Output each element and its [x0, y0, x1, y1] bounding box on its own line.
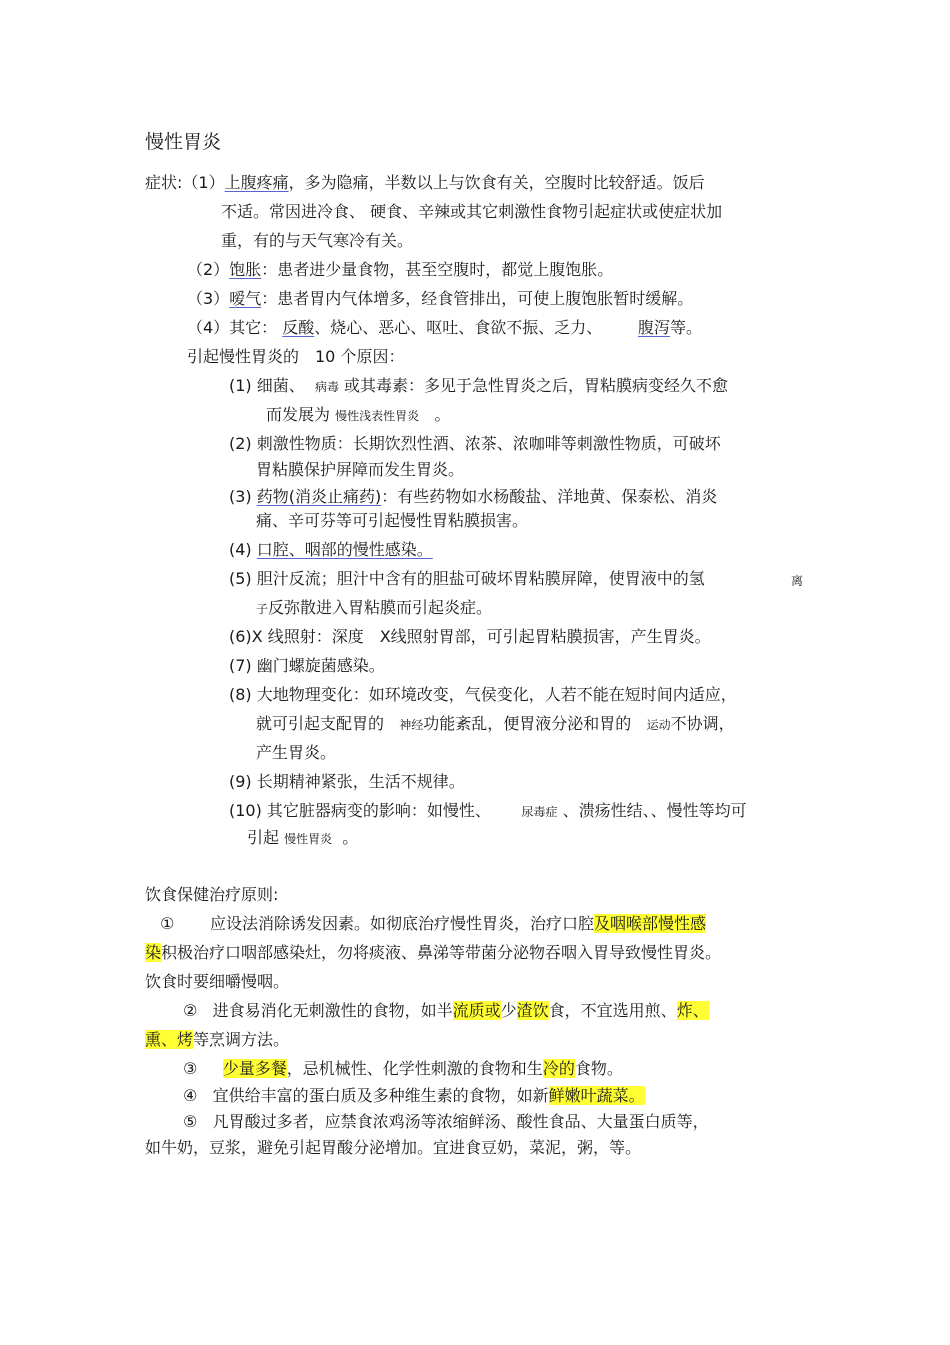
diet-5-line-1 [183, 1112, 709, 1132]
cause-8-small-motion: 运动 [646, 718, 671, 732]
diet-1-highlight-1: 及咽喉部慢性感 [593, 914, 706, 933]
cause-2-line-1: (2) 刺激性物质：长期饮烈性酒、浓茶、浓咖啡等刺激性物质，可破坏 [229, 434, 721, 453]
cause-4 [229, 540, 433, 560]
diet-2-highlight-4: 熏、烤 [145, 1030, 194, 1049]
diet-3-highlight-2: 冷的 [542, 1059, 575, 1078]
diet-2-text-d: 等烹调方法。 [193, 1030, 290, 1049]
diet-2-highlight-1: 流质或 [452, 1001, 501, 1020]
diet-1-text-b: 积极治疗口咽部感染灶，勿将痰液、鼻涕等带菌分泌物吞咽入胃导致慢性胃炎。 [161, 943, 722, 962]
diet-3 [183, 1059, 623, 1079]
cause-8-line-1: (8) 大地物理变化：如环境改变，气侯变化，人若不能在短时间内适应， [229, 685, 737, 704]
cause-3-term-drugs: 药物(消炎止痛药) [256, 487, 382, 506]
cause-8-small-nerve: 神经 [399, 718, 424, 732]
diet-2-number: ② [183, 1001, 198, 1020]
cause-1-small-virus: 病毒 [314, 380, 339, 394]
cause-1-line-2 [266, 405, 450, 426]
cause-10-text-d: 。 [342, 828, 359, 847]
symptom-4-number: （4）其它： [187, 318, 278, 337]
diet-3-text-a: ，忌机械性、化学性刺激的食物和生 [286, 1059, 543, 1078]
cause-1-line-1 [229, 376, 728, 397]
cause-1-small-gastritis: 慢性浅表性胃炎 [335, 409, 420, 423]
causes-heading: 引起慢性胃炎的 10 个原因： [187, 347, 405, 366]
symptom-4-text: 、烧心、恶心、呕吐、食欲不振、乏力、 [314, 318, 603, 337]
cause-1-text-a: (1) 细菌、 [229, 376, 305, 395]
diet-5-number: ⑤ [183, 1112, 198, 1131]
diet-5-text-a: 凡胃酸过多者，应禁食浓鸡汤等浓缩鲜汤、酸性食品、大量蛋白质等， [212, 1112, 709, 1131]
cause-5-small-li: 离 [791, 574, 804, 588]
diet-3-text-b: 食物。 [574, 1059, 623, 1078]
symptom-term-acid-reflux: 反酸 [282, 318, 315, 337]
cause-1-text-c: 而发展为 [266, 405, 331, 424]
symptom-4 [187, 318, 702, 338]
diet-3-highlight-1: 少量多餐 [222, 1059, 287, 1078]
cause-10-text-c: 引起 [247, 828, 280, 847]
diet-1-highlight-2: 染 [145, 943, 162, 962]
cause-10-text-a: (10) 其它脏器病变的影响：如慢性、 [229, 801, 491, 820]
diet-5-line-2: 如牛奶，豆浆，避免引起胃酸分泌增加。宜进食豆奶，菜泥，粥，等。 [145, 1138, 642, 1157]
cause-10-text-b: 、溃疡性结、、慢性等均可 [562, 801, 747, 820]
cause-1-text-d: 。 [434, 405, 451, 424]
cause-8-line-3: 产生胃炎。 [256, 743, 337, 762]
symptoms-label: 症状: [145, 173, 183, 192]
symptom-2-number: （2） [187, 260, 230, 279]
cause-3-text-a: ：有些药物如水杨酸盐、洋地黄、保泰松、消炎 [381, 487, 718, 506]
cause-8-text-c: 功能紊乱，便胃液分泌和胃的 [423, 714, 632, 733]
diet-1-line-2 [145, 943, 721, 963]
diet-4-text-a: 宜供给丰富的蛋白质及多种维生素的食物，如新 [212, 1086, 549, 1105]
diet-2-line-1 [183, 1001, 709, 1021]
cause-8-text-d: 不协调， [670, 714, 735, 733]
symptom-3-text: ：患者胃内气体增多，经食管排出，可使上腹饱胀暂时缓解。 [261, 289, 694, 308]
cause-5-line-1 [229, 569, 705, 589]
cause-4-term-oral-infection: 口腔、咽部的慢性感染。 [256, 540, 433, 559]
diet-heading: 饮食保健治疗原则: [145, 885, 279, 904]
cause-5-text-a: (5) 胆汁反流；胆汁中含有的胆盐可破坏胃粘膜屏障，使胃液中的氢 [229, 569, 705, 588]
cause-10-small-gastritis: 慢性胃炎 [284, 832, 333, 846]
cause-10-line-2 [247, 828, 358, 849]
symptom-2 [187, 260, 613, 280]
cause-8-line-2 [256, 714, 735, 735]
diet-4-highlight-1: 鲜嫩叶蔬菜。 [548, 1086, 645, 1105]
diet-2-text-b: 少 [500, 1001, 517, 1020]
diet-4 [183, 1086, 645, 1106]
cause-5-small-zi: 子 [256, 602, 269, 616]
diet-1-number: ① [160, 914, 175, 933]
symptom-3 [187, 289, 693, 309]
diet-2-highlight-2: 渣饮 [516, 1001, 549, 1020]
cause-1-text-b: 或其毒素：多见于急性胃炎之后，胃粘膜病变经久不愈 [344, 376, 729, 395]
diet-1-text-a: 应设法消除诱发因素。如彻底治疗慢性胃炎，治疗口腔 [209, 914, 594, 933]
symptom-term-upper-abdominal-pain: 上腹疼痛 [224, 173, 289, 192]
diet-1-line-1 [160, 914, 706, 934]
cause-7: (7) 幽门螺旋菌感染。 [229, 656, 385, 675]
cause-3-line-2: 痛、辛可芬等可引起慢性胃粘膜损害。 [256, 511, 529, 530]
symptom-term-diarrhea: 腹泻 [637, 318, 670, 337]
cause-4-number: (4) [229, 540, 257, 559]
symptom-1-line-2: 不适。常因进冷食、 硬食、辛辣或其它刺激性食物引起症状或使症状加 [221, 202, 723, 221]
cause-9: (9) 长期精神紧张，生活不规律。 [229, 772, 465, 791]
cause-3-line-1 [229, 487, 717, 507]
diet-2-text-a: 进食易消化无刺激性的食物，如半 [212, 1001, 453, 1020]
diet-2-text-c: 食，不宜选用煎、 [548, 1001, 677, 1020]
symptom-3-number: （3） [187, 289, 230, 308]
symptom-4-tail: 等。 [669, 318, 702, 337]
symptom-term-bloating: 饱胀 [229, 260, 262, 279]
symptom-1-number: （1） [182, 173, 225, 192]
cause-10-line-1 [229, 801, 747, 822]
diet-1-line-3: 饮食时要细嚼慢咽。 [145, 972, 290, 991]
page-title: 慢性胃炎 [145, 131, 222, 153]
diet-2-highlight-3: 炸、 [676, 1001, 709, 1020]
cause-2-line-2: 胃粘膜保护屏障而发生胃炎。 [256, 460, 465, 479]
diet-2-line-2 [145, 1030, 289, 1050]
cause-5-line-2 [256, 598, 492, 619]
cause-10-small-uremia: 尿毒症 [521, 805, 558, 819]
cause-5-text-b: 反弥散进入胃粘膜而引起炎症。 [268, 598, 493, 617]
diet-4-number: ④ [183, 1086, 198, 1105]
diet-3-number: ③ [183, 1059, 198, 1078]
cause-3-number: (3) [229, 487, 257, 506]
cause-8-text-b: 就可引起支配胃的 [256, 714, 385, 733]
symptom-2-text: ：患者进少量食物，甚至空腹时，都觉上腹饱胀。 [261, 260, 614, 279]
symptom-1-line-1 [145, 173, 705, 193]
symptom-1-line-3: 重，有的与天气寒冷有关。 [221, 231, 414, 250]
cause-6: (6)X 线照射：深度 X线照射胃部，可引起胃粘膜损害，产生胃炎。 [229, 627, 711, 646]
symptom-term-belching: 嗳气 [229, 289, 262, 308]
symptom-1-text: ，多为隐痛，半数以上与饮食有关，空腹时比较舒适。饭后 [288, 173, 705, 192]
